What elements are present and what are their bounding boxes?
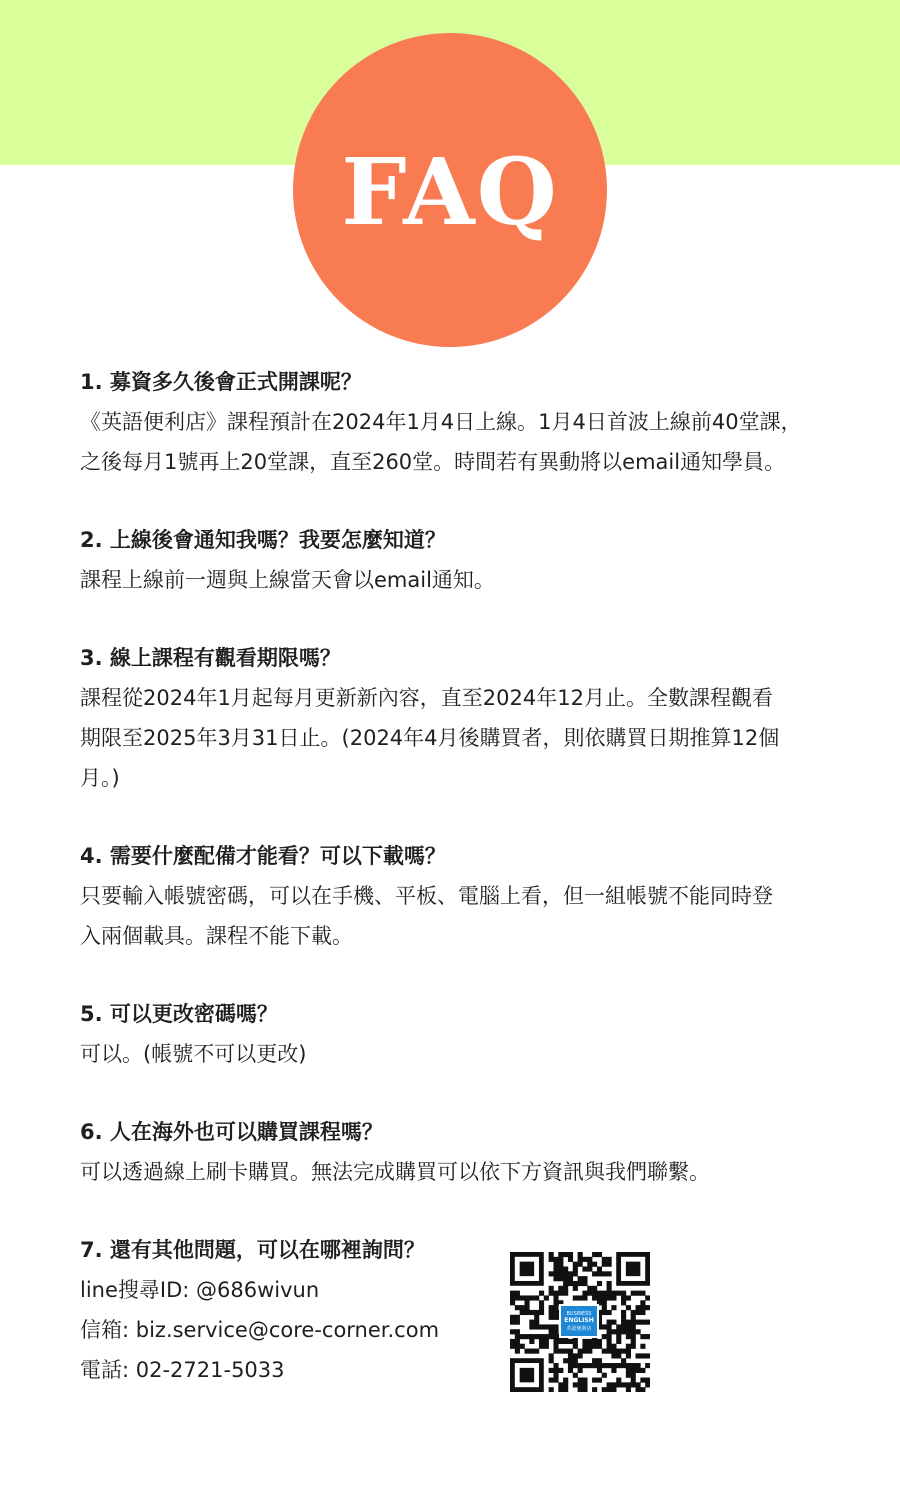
faq-answer: 可以。(帳號不可以更改) — [80, 1042, 307, 1066]
faq-question: 6. 人在海外也可以購買課程嗎？ — [80, 1120, 383, 1144]
faq-answer: 《英語便利店》課程預計在2024年1月4日上線。1月4日首波上線前40堂課， 之後每月1號再上20堂課，直至260堂。時間若有異動將以email通知學員。 — [80, 410, 802, 474]
faq-answer: 課程上線前一週與上線當天會以email通知。 — [80, 568, 495, 592]
email-text[interactable]: 信箱: biz.service@core-corner.com — [80, 1318, 440, 1342]
faq-answer: 只要輸入帳號密碼，可以在手機、平板、電腦上看，但一組帳號不能同時登 入兩個載具。課程不能下載。 — [80, 884, 773, 948]
faq-question: 1. 募資多久後會正式開課呢？ — [80, 370, 362, 394]
page-title: FAQ — [341, 138, 559, 246]
faq-item-3 — [80, 638, 840, 798]
faq-question: 2. 上線後會通知我嗎？我要怎麼知道？ — [80, 528, 446, 552]
faq-item-7 — [80, 1230, 840, 1390]
qr-code[interactable] — [510, 1252, 650, 1392]
line-id-text: line搜尋ID: @686wivun — [80, 1278, 320, 1302]
faq-question: 7. 還有其他問題，可以在哪裡詢問？ — [80, 1238, 425, 1262]
faq-item-4 — [80, 836, 840, 956]
qr-logo-brand: BUSINESS — [566, 1311, 592, 1317]
faq-item-5 — [80, 994, 840, 1074]
faq-answer: 課程從2024年1月起每月更新新內容，直至2024年12月止。全數課程觀看 期限至2025年3月31日止。(2024年4月後購買者，則依購買日期推算12個 月。) — [80, 686, 780, 790]
qr-logo — [559, 1304, 599, 1338]
faq-badge — [293, 33, 607, 347]
qr-logo-word: ENGLISH — [564, 1317, 594, 1324]
phone-text[interactable]: 電話: 02-2721-5033 — [80, 1358, 285, 1382]
faq-answer: 可以透過線上刷卡購買。無法完成購買可以依下方資訊與我們聯繫。 — [80, 1160, 710, 1184]
faq-question: 3. 線上課程有觀看期限嗎？ — [80, 646, 341, 670]
faq-question: 5. 可以更改密碼嗎？ — [80, 1002, 278, 1026]
faq-question: 4. 需要什麼配備才能看？可以下載嗎？ — [80, 844, 446, 868]
faq-item-6 — [80, 1112, 840, 1192]
faq-item-1 — [80, 362, 840, 482]
qr-logo-sub: 英語便利店 — [566, 1326, 592, 1332]
faq-list — [80, 362, 840, 1428]
faq-item-2 — [80, 520, 840, 600]
